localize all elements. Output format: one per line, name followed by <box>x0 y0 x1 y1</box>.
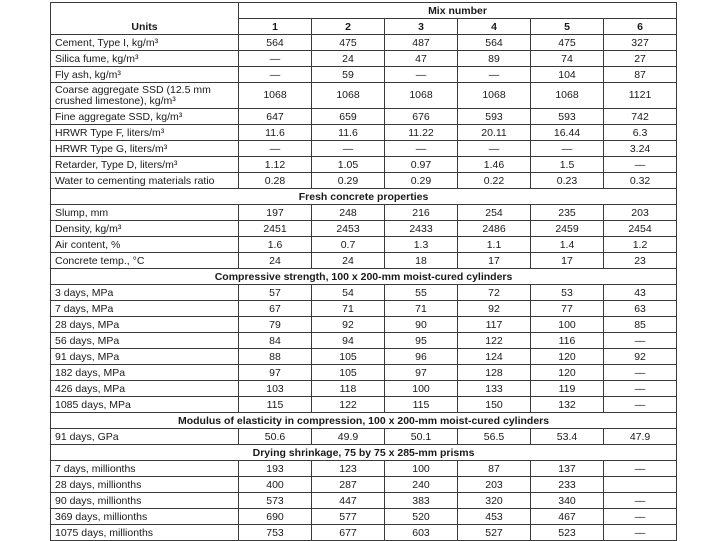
table-cell: 94 <box>312 333 385 349</box>
table-cell: 2453 <box>312 221 385 237</box>
units-header: Units <box>51 3 239 35</box>
row-label: 28 days, MPa <box>51 317 239 333</box>
table-cell: 475 <box>531 35 604 51</box>
table-cell: 50.1 <box>385 429 458 445</box>
section-header-row <box>51 413 677 429</box>
table-cell: 18 <box>385 253 458 269</box>
table-cell: 0.97 <box>385 157 458 173</box>
table-cell: 96 <box>385 349 458 365</box>
table-cell: 0.7 <box>312 237 385 253</box>
table-cell: 92 <box>458 301 531 317</box>
row-label: Coarse aggregate SSD (12.5 mm crushed limestone), kg/m³ <box>51 83 239 109</box>
table-cell: 1.12 <box>239 157 312 173</box>
table-cell: 527 <box>458 525 531 541</box>
table-cell: — <box>604 397 677 413</box>
table-cell: 55 <box>385 285 458 301</box>
mix-number-header-row <box>51 3 677 19</box>
table-row <box>51 349 677 365</box>
row-label: Fine aggregate SSD, kg/m³ <box>51 109 239 125</box>
row-label: Cement, Type I, kg/m³ <box>51 35 239 51</box>
table-cell: 85 <box>604 317 677 333</box>
table-cell: 216 <box>385 205 458 221</box>
table-cell: 79 <box>239 317 312 333</box>
section-title: Fresh concrete properties <box>51 189 677 205</box>
table-cell: 2486 <box>458 221 531 237</box>
table-cell: — <box>604 461 677 477</box>
row-label: 426 days, MPa <box>51 381 239 397</box>
table-cell: 0.28 <box>239 173 312 189</box>
table-cell: 1068 <box>458 83 531 109</box>
mix-number-5: 5 <box>531 19 604 35</box>
table-cell: — <box>385 141 458 157</box>
row-label: 91 days, GPa <box>51 429 239 445</box>
row-label: 91 days, MPa <box>51 349 239 365</box>
table-cell: 1068 <box>312 83 385 109</box>
table-cell: 47.9 <box>604 429 677 445</box>
table-cell: 77 <box>531 301 604 317</box>
table-cell: 647 <box>239 109 312 125</box>
row-label: Fly ash, kg/m³ <box>51 67 239 83</box>
table-cell: — <box>604 381 677 397</box>
table-cell: 753 <box>239 525 312 541</box>
table-cell: 24 <box>312 51 385 67</box>
table-cell: — <box>239 51 312 67</box>
table-cell: 49.9 <box>312 429 385 445</box>
mix-design-table <box>50 2 677 541</box>
row-label: Water to cementing materials ratio <box>51 173 239 189</box>
row-label: 90 days, millionths <box>51 493 239 509</box>
table-cell: 119 <box>531 381 604 397</box>
table-cell: 88 <box>239 349 312 365</box>
row-label: HRWR Type F, liters/m³ <box>51 125 239 141</box>
table-cell: 6.3 <box>604 125 677 141</box>
table-cell: 1068 <box>531 83 604 109</box>
table-row <box>51 35 677 51</box>
row-label: Silica fume, kg/m³ <box>51 51 239 67</box>
row-label: 1085 days, MPa <box>51 397 239 413</box>
table-cell: 2459 <box>531 221 604 237</box>
table-cell: 43 <box>604 285 677 301</box>
table-cell: 11.6 <box>312 125 385 141</box>
table-cell: 2451 <box>239 221 312 237</box>
table-row <box>51 221 677 237</box>
table-cell: 1068 <box>239 83 312 109</box>
table-cell: 95 <box>385 333 458 349</box>
table-cell: 120 <box>531 365 604 381</box>
table-cell: 97 <box>385 365 458 381</box>
mix-number-1: 1 <box>239 19 312 35</box>
table-cell: 248 <box>312 205 385 221</box>
section-title: Compressive strength, 100 x 200-mm moist-cured cylinders <box>51 269 677 285</box>
table-cell: — <box>239 141 312 157</box>
table-cell: 0.23 <box>531 173 604 189</box>
table-row <box>51 429 677 445</box>
table-cell: — <box>604 525 677 541</box>
table-cell: — <box>531 141 604 157</box>
table-cell: 24 <box>312 253 385 269</box>
table-cell: 27 <box>604 51 677 67</box>
table-row <box>51 253 677 269</box>
row-label: 56 days, MPa <box>51 333 239 349</box>
table-cell: 240 <box>385 477 458 493</box>
table-cell: 235 <box>531 205 604 221</box>
table-row <box>51 141 677 157</box>
table-row <box>51 157 677 173</box>
section-header-row <box>51 269 677 285</box>
table-cell: 1068 <box>385 83 458 109</box>
table-row <box>51 461 677 477</box>
table-cell: 383 <box>385 493 458 509</box>
table-row <box>51 365 677 381</box>
table-cell: 17 <box>458 253 531 269</box>
section-header-row <box>51 189 677 205</box>
table-cell: 100 <box>385 461 458 477</box>
table-cell: 92 <box>604 349 677 365</box>
table-row <box>51 381 677 397</box>
table-cell: 120 <box>531 349 604 365</box>
table-cell: 0.29 <box>385 173 458 189</box>
table-cell: 57 <box>239 285 312 301</box>
table-row <box>51 333 677 349</box>
table-cell: 133 <box>458 381 531 397</box>
table-cell: 16.44 <box>531 125 604 141</box>
table-cell: 54 <box>312 285 385 301</box>
table-cell: 67 <box>239 301 312 317</box>
table-cell: 340 <box>531 493 604 509</box>
table-cell: — <box>385 67 458 83</box>
row-label: Slump, mm <box>51 205 239 221</box>
table-cell: 71 <box>385 301 458 317</box>
row-label: Density, kg/m³ <box>51 221 239 237</box>
table-cell: 56.5 <box>458 429 531 445</box>
table-cell: — <box>604 365 677 381</box>
table-cell: 603 <box>385 525 458 541</box>
table-cell: 677 <box>312 525 385 541</box>
table-cell: 11.6 <box>239 125 312 141</box>
table-cell: 123 <box>312 461 385 477</box>
mix-number-4: 4 <box>458 19 531 35</box>
section-title: Drying shrinkage, 75 by 75 x 285-mm prisms <box>51 445 677 461</box>
table-cell: 690 <box>239 509 312 525</box>
table-cell <box>604 477 677 493</box>
table-cell: 53.4 <box>531 429 604 445</box>
table-cell: 128 <box>458 365 531 381</box>
table-cell: 122 <box>312 397 385 413</box>
table-cell: 193 <box>239 461 312 477</box>
table-cell: 564 <box>458 35 531 51</box>
table-cell: 254 <box>458 205 531 221</box>
table-row <box>51 51 677 67</box>
mix-number-3: 3 <box>385 19 458 35</box>
table-cell: 24 <box>239 253 312 269</box>
table-cell: 2454 <box>604 221 677 237</box>
table-cell: 676 <box>385 109 458 125</box>
table-cell: 11.22 <box>385 125 458 141</box>
table-cell: — <box>458 67 531 83</box>
table-cell: — <box>604 157 677 173</box>
table-cell: 1.05 <box>312 157 385 173</box>
table-cell: 87 <box>604 67 677 83</box>
row-label: Air content, % <box>51 237 239 253</box>
table-cell: 115 <box>239 397 312 413</box>
table-row <box>51 509 677 525</box>
table-row <box>51 205 677 221</box>
row-label: 3 days, MPa <box>51 285 239 301</box>
table-cell: 573 <box>239 493 312 509</box>
table-cell: 72 <box>458 285 531 301</box>
table-cell: 577 <box>312 509 385 525</box>
table-cell: 105 <box>312 349 385 365</box>
table-cell: 118 <box>312 381 385 397</box>
row-label: 1075 days, millionths <box>51 525 239 541</box>
table-cell: 103 <box>239 381 312 397</box>
table-cell: 233 <box>531 477 604 493</box>
table-cell: 203 <box>604 205 677 221</box>
table-cell: 0.22 <box>458 173 531 189</box>
table-cell: 84 <box>239 333 312 349</box>
table-cell: — <box>312 141 385 157</box>
table-cell: 17 <box>531 253 604 269</box>
table-cell: 116 <box>531 333 604 349</box>
section-header-row <box>51 445 677 461</box>
table-row <box>51 285 677 301</box>
table-cell: 150 <box>458 397 531 413</box>
table-row <box>51 109 677 125</box>
table-cell: 1.4 <box>531 237 604 253</box>
table-row <box>51 67 677 83</box>
table-cell: 115 <box>385 397 458 413</box>
table-row <box>51 493 677 509</box>
table-cell: 47 <box>385 51 458 67</box>
table-row <box>51 525 677 541</box>
table-cell: 90 <box>385 317 458 333</box>
table-cell: 100 <box>531 317 604 333</box>
table-cell: 50.6 <box>239 429 312 445</box>
table-cell: 487 <box>385 35 458 51</box>
table-cell: 320 <box>458 493 531 509</box>
table-row <box>51 317 677 333</box>
table-cell: 467 <box>531 509 604 525</box>
table-cell: 1.3 <box>385 237 458 253</box>
table-cell: 100 <box>385 381 458 397</box>
table-cell: 92 <box>312 317 385 333</box>
table-cell: 0.32 <box>604 173 677 189</box>
table-cell: 742 <box>604 109 677 125</box>
table-cell: 2433 <box>385 221 458 237</box>
row-label: Concrete temp., °C <box>51 253 239 269</box>
table-row <box>51 237 677 253</box>
table-cell: 593 <box>531 109 604 125</box>
table-cell: 203 <box>458 477 531 493</box>
table-cell: 327 <box>604 35 677 51</box>
table-cell: 1121 <box>604 83 677 109</box>
table-cell: 53 <box>531 285 604 301</box>
row-label: HRWR Type G, liters/m³ <box>51 141 239 157</box>
table-cell: 197 <box>239 205 312 221</box>
table-cell: 0.29 <box>312 173 385 189</box>
table-cell: 475 <box>312 35 385 51</box>
table-cell: 89 <box>458 51 531 67</box>
section-title: Modulus of elasticity in compression, 100 x 200-mm moist-cured cylinders <box>51 413 677 429</box>
table-row <box>51 83 677 109</box>
row-label: 369 days, millionths <box>51 509 239 525</box>
table-row <box>51 477 677 493</box>
table-cell: 132 <box>531 397 604 413</box>
mix-number-2: 2 <box>312 19 385 35</box>
table-cell: 523 <box>531 525 604 541</box>
table-cell: 63 <box>604 301 677 317</box>
table-cell: 74 <box>531 51 604 67</box>
table-cell: 137 <box>531 461 604 477</box>
table-cell: 23 <box>604 253 677 269</box>
table-cell: 122 <box>458 333 531 349</box>
table-cell: 564 <box>239 35 312 51</box>
table-row <box>51 173 677 189</box>
mix-number-6: 6 <box>604 19 677 35</box>
table-cell: 124 <box>458 349 531 365</box>
row-label: 182 days, MPa <box>51 365 239 381</box>
table-cell: 447 <box>312 493 385 509</box>
table-cell: 117 <box>458 317 531 333</box>
row-label: Retarder, Type D, liters/m³ <box>51 157 239 173</box>
table-row <box>51 301 677 317</box>
table-cell: 453 <box>458 509 531 525</box>
row-label: 7 days, MPa <box>51 301 239 317</box>
table-cell: 400 <box>239 477 312 493</box>
table-cell: 287 <box>312 477 385 493</box>
table-cell: — <box>239 67 312 83</box>
table-row <box>51 397 677 413</box>
table-cell: 20.11 <box>458 125 531 141</box>
table-cell: 1.5 <box>531 157 604 173</box>
table-cell: 1.6 <box>239 237 312 253</box>
row-label: 7 days, millionths <box>51 461 239 477</box>
mix-number-title: Mix number <box>239 3 677 19</box>
table-cell: 3.24 <box>604 141 677 157</box>
table-cell: 593 <box>458 109 531 125</box>
table-body <box>51 3 677 541</box>
table-cell: — <box>604 509 677 525</box>
table-row <box>51 125 677 141</box>
table-cell: 1.2 <box>604 237 677 253</box>
table-cell: 105 <box>312 365 385 381</box>
table-cell: 71 <box>312 301 385 317</box>
table-cell: 520 <box>385 509 458 525</box>
table-cell: 87 <box>458 461 531 477</box>
table-cell: 1.1 <box>458 237 531 253</box>
table-cell: 97 <box>239 365 312 381</box>
row-label: 28 days, millionths <box>51 477 239 493</box>
table-cell: 659 <box>312 109 385 125</box>
table-cell: 59 <box>312 67 385 83</box>
table-cell: — <box>604 333 677 349</box>
table-cell: 104 <box>531 67 604 83</box>
table-cell: — <box>604 493 677 509</box>
table-cell: 1.46 <box>458 157 531 173</box>
table-cell: — <box>458 141 531 157</box>
